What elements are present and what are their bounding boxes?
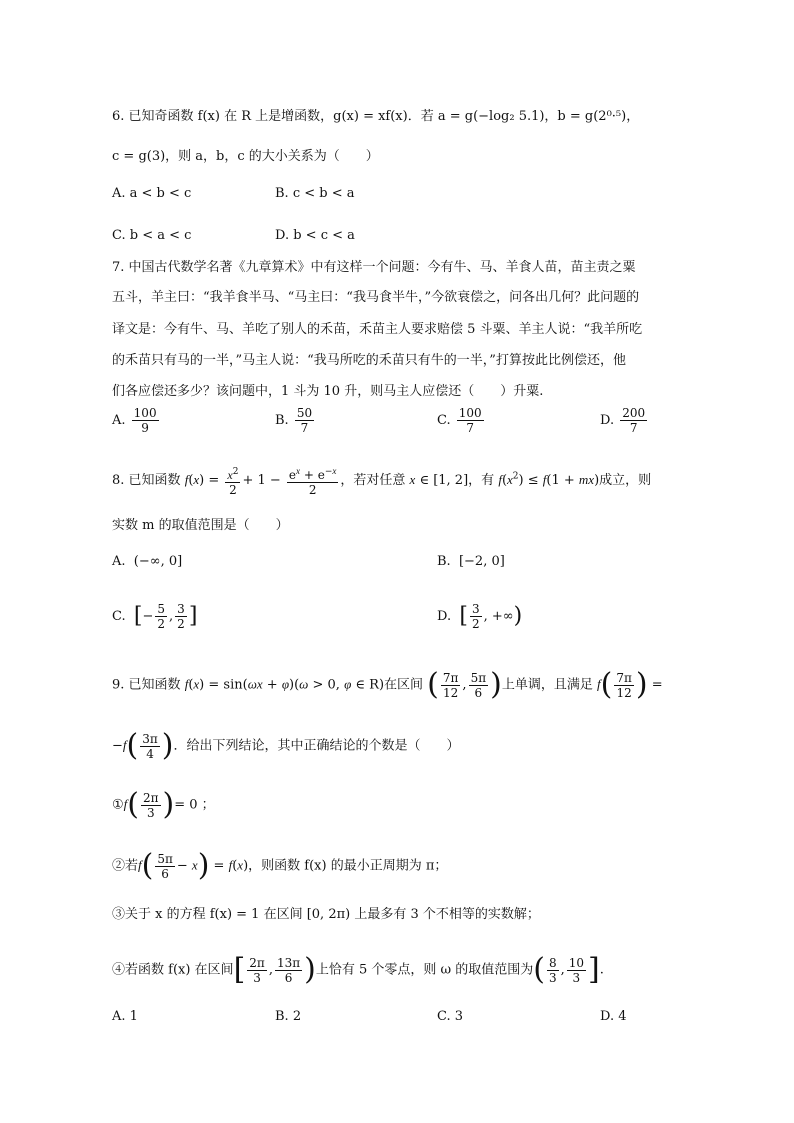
q9-statement-2: ②若f( $\frac{5\pi}{6}$ − x) = f(x)，则函数 f(x) 的最小正周期为 π； xyxy=(112,848,448,883)
q7-line4: 的禾苗只有马的一半，”马主人说：“我马所吃的禾苗只有牛的一半，”打算按此比例偿还，他 xyxy=(112,353,626,368)
q8-option-c: C. [− $\frac{5}{2}$ , $\frac{3}{2}$ ] xyxy=(112,602,198,631)
q6-line2: c = g(3)，则 a，b，c 的大小关系为（ ） xyxy=(112,149,379,164)
q7-line1: 7. 中国古代数学名著《九章算术》中有这样一个问题：今有牛、马、羊食人苗，苗主责之粟 xyxy=(112,260,636,275)
q7-option-d: D. $\frac{200}{7}$ xyxy=(600,406,646,435)
q8-option-b: B. [−2, 0] xyxy=(437,554,505,569)
q6-option-a: A. a < b < c xyxy=(112,186,192,201)
q7-option-c-fraction: $\frac{100}{7}$ xyxy=(458,406,482,435)
q6-line1: 6. 已知奇函数 f(x) 在 R 上是增函数，g(x) = xf(x)．若 a = g(−log₂ 5.1)，b = g(2⁰·⁵)， xyxy=(112,109,640,124)
q8-option-a: A. (−∞, 0] xyxy=(112,554,183,569)
q9-option-c: C. 3 xyxy=(437,1009,464,1024)
q9-line2: −f( $\frac{3\pi}{4}$ )．给出下列结论，其中正确结论的个数是（ ） xyxy=(112,728,460,763)
q7-line2: 五斗，羊主曰：“我羊食半马、“马主曰：“我马食半牛，”今欲衰偿之，问各出几何？此问题的 xyxy=(112,290,640,305)
q7-line3: 译文是：今有牛、马、羊吃了别人的禾苗，禾苗主人要求赔偿 5 斗粟、羊主人说：“我羊所吃 xyxy=(112,322,643,337)
q8-line1: 8. 已知函数 f(x) = $\frac{x^2}{2}$ + 1 − $\frac{e^x + e^{-x}}{2}$ ，若对任意 x ∈ [1, 2]，有 $f(x^2) \le f(1 + mx)$成立，则 xyxy=(112,466,652,497)
q7-option-c: C. $\frac{100}{7}$ xyxy=(437,406,482,435)
q9-statement-1: ①f( $\frac{2\pi}{3}$ )= 0 ； xyxy=(112,787,215,822)
q9-option-d: D. 4 xyxy=(600,1009,627,1024)
q6-option-c: C. b < a < c xyxy=(112,228,192,243)
q8-option-d: D. [ $\frac{3}{2}$ , +∞) xyxy=(437,602,523,631)
q7-option-b: B. $\frac{50}{7}$ xyxy=(275,406,313,435)
q7-option-d-fraction: $\frac{200}{7}$ xyxy=(622,406,646,435)
q9-line1: 9. 已知函数 f(x) = sin(ωx + φ)(ω > 0, φ ∈ R)在区间 ( $\frac{7\pi}{12}$ , $\frac{5\pi}{6}$ )上单调，且满足 f( $\frac{7\pi}{12}$ ) = xyxy=(112,667,663,702)
q9-statement-4: ④若函数 f(x) 在区间[ $\frac{2\pi}{3}$ , $\frac{13\pi}{6}$ )上恰有 5 个零点，则 ω 的取值范围为( $\frac{8}{3}$ , $\frac{10}{3}$ ]. xyxy=(112,952,604,987)
q8-line2: 实数 m 的取值范围是（ ） xyxy=(112,518,289,533)
q6-option-d: D. b < c < a xyxy=(275,228,355,243)
q7-option-a: A. $\frac{100}{9}$ xyxy=(112,406,157,435)
q9-statement-3: ③关于 x 的方程 f(x) = 1 在区间 [0, 2π) 上最多有 3 个不相等的实数解； xyxy=(112,907,540,922)
q7-option-b-fraction: $\frac{50}{7}$ xyxy=(296,406,313,435)
q7-line5: 们各应偿还多少？该问题中，1 斗为 10 升，则马主人应偿还（ ）升粟. xyxy=(112,384,544,399)
q6-option-b: B. c < b < a xyxy=(275,186,355,201)
q9-option-b: B. 2 xyxy=(275,1009,302,1024)
q7-option-a-fraction: $\frac{100}{9}$ xyxy=(133,406,157,435)
q9-option-a: A. 1 xyxy=(112,1009,138,1024)
